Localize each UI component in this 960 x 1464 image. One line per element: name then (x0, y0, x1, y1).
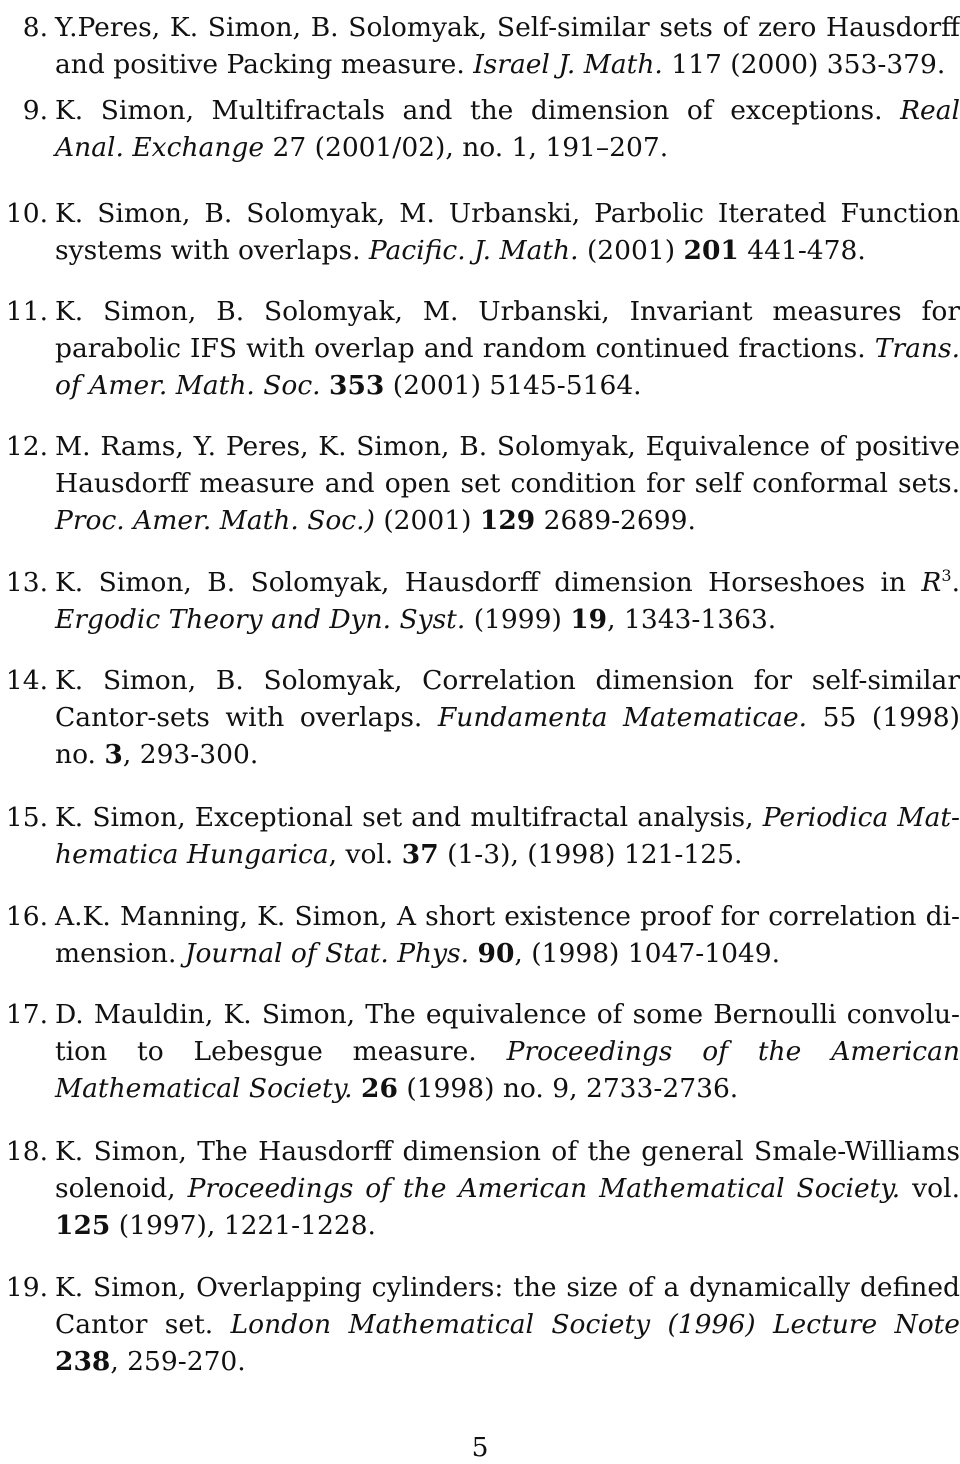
reference-number: 19. (5, 1272, 48, 1303)
reference-number: 11. (5, 296, 48, 327)
reference-segment (469, 938, 477, 969)
reference-segment: (1998) no. 9, 2733-2736. (397, 1073, 739, 1104)
reference-segment: K. Simon, B. Solomyak, M. Urbanski, Invariant measures for parabolic IFS with overlap and random continued fractions. (55, 296, 960, 364)
reference-venue: Periodica Mathematica Hungarica (55, 802, 960, 870)
reference-number: 8. (22, 12, 48, 43)
reference-number: 10. (5, 198, 48, 229)
reference-volume: 125 (55, 1210, 111, 1241)
reference-segment: , (1998) 1047-1049. (514, 938, 781, 969)
reference-segment: vol. (900, 1173, 960, 1204)
reference-text (55, 428, 960, 539)
reference-segment: 3 (941, 566, 952, 586)
reference-volume: 201 (683, 235, 739, 266)
reference-number: 16. (5, 901, 48, 932)
reference-segment: , 1343-1363. (607, 604, 777, 635)
reference-number: 9. (22, 95, 48, 126)
reference-text (55, 898, 960, 972)
reference-venue: R (921, 567, 942, 598)
reference-volume: 19 (570, 604, 608, 635)
reference-segment: K. Simon, Multifractals and the dimension of exceptions. (55, 95, 901, 126)
reference-volume: 26 (361, 1073, 398, 1104)
reference-segment: M. Rams, Y. Peres, K. Simon, B. Solomyak, Equivalence of positive Hausdorff measure and open set condition for self conformal sets. (55, 431, 960, 499)
reference-segment: (2001) 5145-5164. (384, 370, 642, 401)
reference-segment: K. Simon, B. Solomyak, M. Urbanski, Parbolic Iterated Function systems with overlaps. (55, 198, 960, 266)
reference-segment: K. Simon, Exceptional set and multifractal analysis, (55, 802, 763, 833)
reference-text (55, 996, 960, 1107)
reference-volume: 37 (401, 839, 439, 870)
reference-venue: London Mathematical Society (1996) Lecture Note (230, 1309, 960, 1340)
reference-segment: D. Mauldin, K. Simon, The equivalence of some Bernoulli convolution to Lebesgue measure. (55, 999, 960, 1067)
reference-volume: 238 (55, 1346, 111, 1377)
reference-segment: (1999) (465, 604, 571, 635)
reference-segment (321, 370, 329, 401)
reference-segment: Y.Peres, K. Simon, B. Solomyak, Self-similar sets of zero Hausdorff and positive Packing measure. (55, 12, 960, 80)
reference-text (55, 1269, 960, 1380)
reference-volume: 90 (477, 938, 515, 969)
reference-text (55, 564, 960, 638)
reference-segment: , vol. (328, 839, 402, 870)
reference-segment: (2001) (578, 235, 684, 266)
reference-text (55, 662, 960, 773)
reference-venue: Journal of Stat. Phys. (184, 938, 470, 969)
reference-segment: . (951, 567, 960, 598)
reference-number: 13. (5, 567, 48, 598)
reference-segment: , 293-300. (122, 739, 259, 770)
reference-text (55, 195, 960, 269)
reference-segment: K. Simon, B. Solomyak, Correlation dimension for self-similar Cantor-sets with overlaps. (55, 665, 960, 733)
reference-segment: (1-3), (1998) 121-125. (438, 839, 743, 870)
reference-venue: Proc. Amer. Math. Soc.) (55, 505, 375, 536)
reference-venue: Proceedings of the American Mathematical Society. (187, 1173, 901, 1204)
reference-volume: 353 (329, 370, 385, 401)
reference-number: 14. (5, 665, 48, 696)
reference-segment: K. Simon, Overlapping cylinders: the size of a dynamically defined Cantor set. (55, 1272, 960, 1340)
reference-text (55, 1133, 960, 1244)
reference-segment: K. Simon, The Hausdorff dimension of the general Smale-Williams solenoid, (55, 1136, 960, 1204)
reference-segment: 27 (2001/02), no. 1, 191–207. (264, 132, 669, 163)
reference-volume: 3 (104, 739, 123, 770)
reference-venue: Real Anal. Exchange (55, 95, 960, 163)
reference-segment: K. Simon, B. Solomyak, Hausdorff dimension Horseshoes in (55, 567, 922, 598)
reference-venue: Fundamenta Matematicae. (437, 702, 808, 733)
reference-venue: Proceedings of the American Mathematical Society. (55, 1036, 960, 1104)
reference-number: 12. (5, 431, 48, 462)
reference-segment: 2689-2699. (535, 505, 696, 536)
reference-text (55, 293, 960, 404)
reference-text (55, 9, 960, 83)
reference-segment: 55 (1998) no. (55, 702, 960, 770)
reference-venue: Pacific. J. Math. (368, 235, 579, 266)
reference-number: 18. (5, 1136, 48, 1167)
reference-segment: 117 (2000) 353-379. (662, 49, 946, 80)
reference-segment: (1997), 1221-1228. (110, 1210, 376, 1241)
page-number: 5 (471, 1432, 489, 1463)
reference-text (55, 92, 960, 166)
reference-segment: , 259-270. (110, 1346, 246, 1377)
reference-volume: 129 (479, 505, 536, 536)
reference-segment: 441-478. (738, 235, 866, 266)
reference-text (55, 799, 960, 873)
reference-venue: Trans. of Amer. Math. Soc. (55, 333, 960, 401)
reference-segment: (2001) (374, 505, 480, 536)
reference-segment: A.K. Manning, K. Simon, A short existence proof for correlation dimension. (55, 901, 960, 969)
reference-segment (353, 1073, 361, 1104)
reference-number: 17. (5, 999, 48, 1030)
reference-number: 15. (5, 802, 48, 833)
reference-venue: Ergodic Theory and Dyn. Syst. (55, 604, 466, 635)
reference-venue: Israel J. Math. (473, 49, 663, 80)
